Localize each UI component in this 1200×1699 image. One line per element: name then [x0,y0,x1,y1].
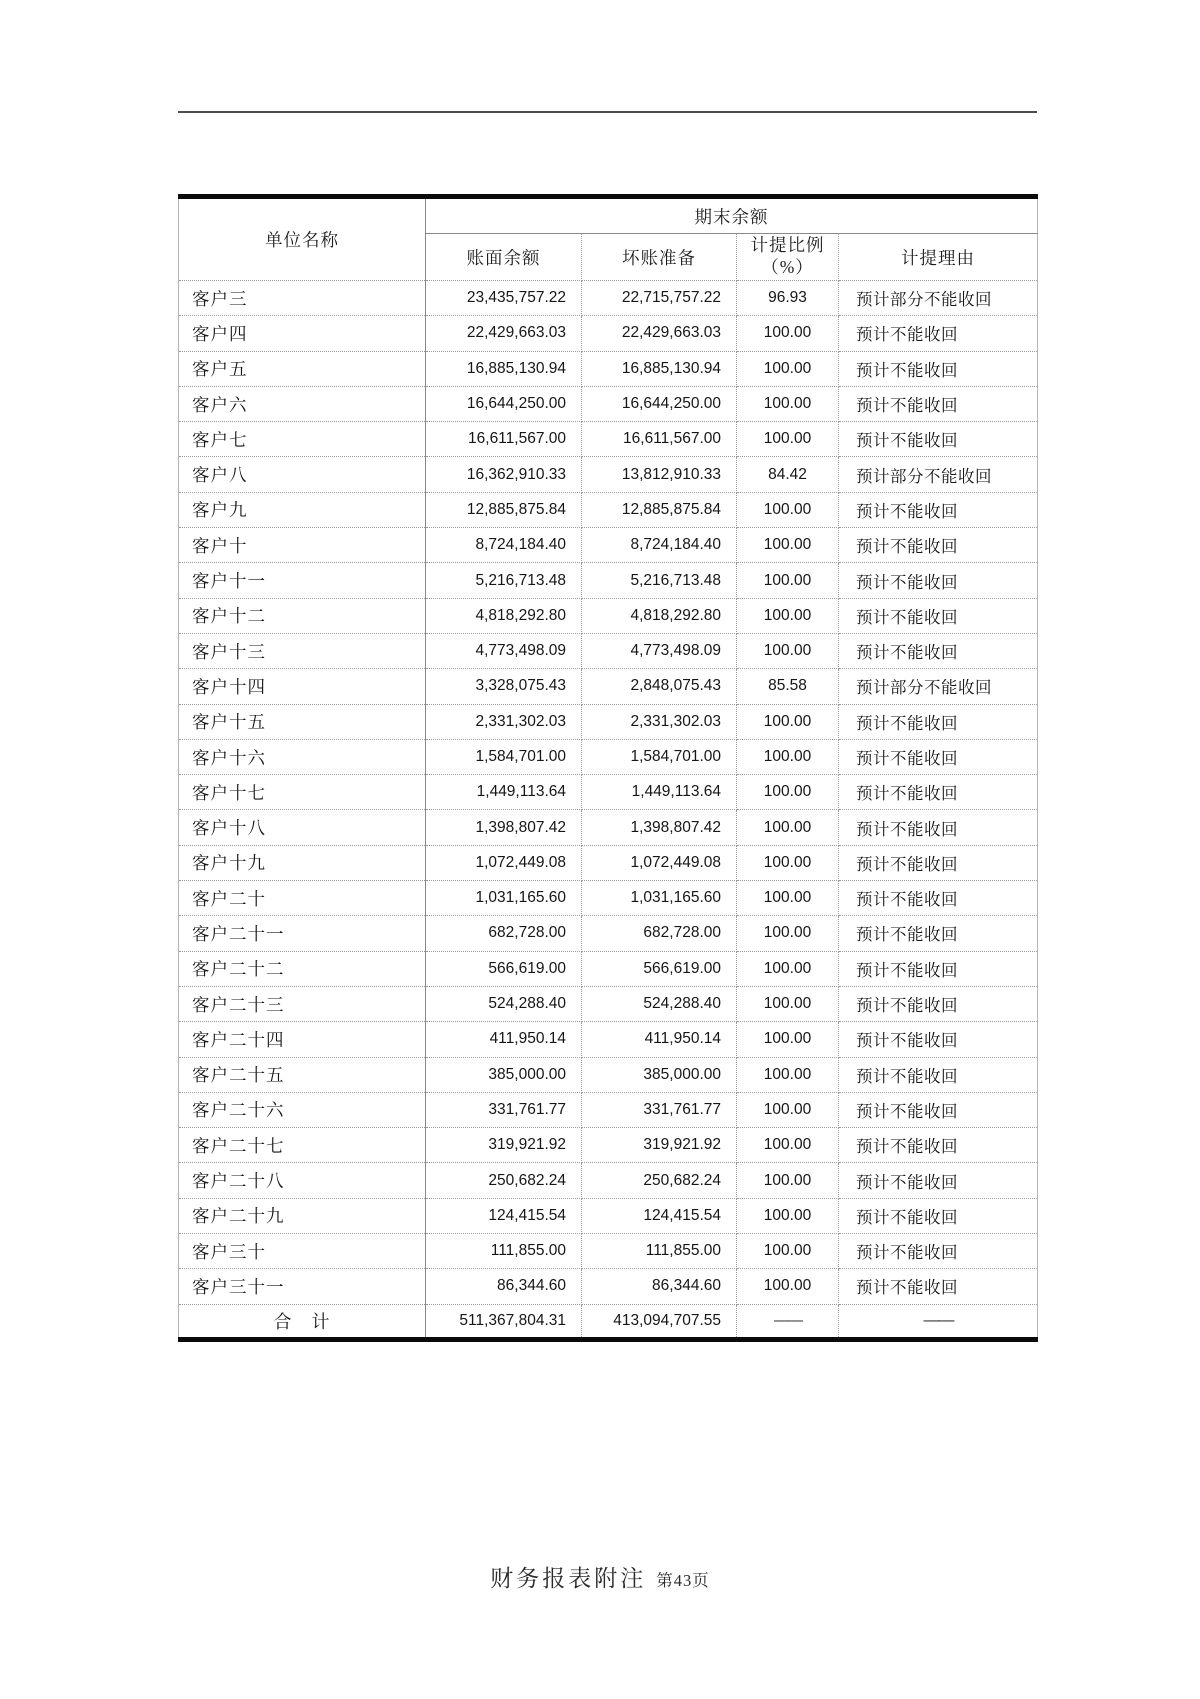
total-row [179,1304,1038,1339]
bad-debt-provision-cell: 319,921.92 [582,1128,737,1163]
unit-name-cell: 客户十一 [179,563,426,598]
table-row [179,1163,1038,1198]
footer-page-number: 第43页 [656,1571,710,1590]
unit-name-cell: 客户二十二 [179,951,426,986]
total-provision-ratio: —— [737,1304,839,1339]
page-footer [0,1560,1200,1593]
table-row [179,951,1038,986]
provision-ratio-cell: 100.00 [737,1163,839,1198]
table-row [179,1092,1038,1127]
provision-reason-cell: 预计不能收回 [839,422,1038,457]
bad-debt-provision-cell: 331,761.77 [582,1092,737,1127]
provision-ratio-cell: 100.00 [737,633,839,668]
total-bad-debt-provision: 413,094,707.55 [582,1304,737,1339]
bad-debt-provision-cell: 13,812,910.33 [582,457,737,492]
unit-name-cell: 客户二十八 [179,1163,426,1198]
provision-ratio-cell: 100.00 [737,1198,839,1233]
unit-name-cell: 客户七 [179,422,426,457]
provision-ratio-cell: 100.00 [737,951,839,986]
provision-reason-cell: 预计不能收回 [839,598,1038,633]
book-balance-cell: 385,000.00 [426,1057,582,1092]
unit-name-cell: 客户三 [179,281,426,316]
table-row [179,1198,1038,1233]
provision-ratio-cell: 100.00 [737,986,839,1021]
total-book-balance: 511,367,804.31 [426,1304,582,1339]
book-balance-cell: 86,344.60 [426,1269,582,1304]
unit-name-cell: 客户四 [179,316,426,351]
bad-debt-provision-cell: 682,728.00 [582,916,737,951]
unit-name-cell: 客户三十 [179,1234,426,1269]
table-row [179,704,1038,739]
provision-reason-cell: 预计部分不能收回 [839,457,1038,492]
book-balance-cell: 12,885,875.84 [426,492,582,527]
unit-name-cell: 客户十五 [179,704,426,739]
provision-ratio-cell: 100.00 [737,1128,839,1163]
provision-ratio-cell: 96.93 [737,281,839,316]
provision-reason-cell: 预计不能收回 [839,810,1038,845]
column-header-period-end-balance: 期末余额 [426,197,1038,234]
table-row [179,1128,1038,1163]
provision-ratio-cell: 100.00 [737,739,839,774]
table-row [179,986,1038,1021]
provision-ratio-cell: 100.00 [737,1269,839,1304]
provision-ratio-cell: 100.00 [737,598,839,633]
provision-reason-cell: 预计不能收回 [839,1269,1038,1304]
bad-debt-provision-cell: 524,288.40 [582,986,737,1021]
table-row [179,316,1038,351]
book-balance-cell: 16,362,910.33 [426,457,582,492]
bad-debt-provision-cell: 16,644,250.00 [582,386,737,421]
provision-ratio-cell: 100.00 [737,422,839,457]
column-header-unit-name: 单位名称 [179,197,426,281]
provision-reason-cell: 预计不能收回 [839,739,1038,774]
book-balance-cell: 319,921.92 [426,1128,582,1163]
provision-ratio-cell: 100.00 [737,316,839,351]
provision-reason-cell: 预计不能收回 [839,563,1038,598]
book-balance-cell: 1,449,113.64 [426,775,582,810]
provision-reason-cell: 预计部分不能收回 [839,669,1038,704]
unit-name-cell: 客户十九 [179,845,426,880]
book-balance-cell: 331,761.77 [426,1092,582,1127]
table-row [179,633,1038,668]
provision-ratio-cell: 84.42 [737,457,839,492]
unit-name-cell: 客户二十三 [179,986,426,1021]
book-balance-cell: 22,429,663.03 [426,316,582,351]
book-balance-cell: 566,619.00 [426,951,582,986]
bad-debt-provision-cell: 411,950.14 [582,1022,737,1057]
bad-debt-provision-cell: 1,398,807.42 [582,810,737,845]
book-balance-cell: 1,072,449.08 [426,845,582,880]
provision-reason-cell: 预计不能收回 [839,1163,1038,1198]
unit-name-cell: 客户九 [179,492,426,527]
provision-reason-cell: 预计不能收回 [839,704,1038,739]
table-row [179,845,1038,880]
table-row [179,669,1038,704]
bad-debt-provision-cell: 16,885,130.94 [582,351,737,386]
provision-reason-cell: 预计不能收回 [839,881,1038,916]
column-header-book-balance: 账面余额 [426,234,582,281]
book-balance-cell: 16,611,567.00 [426,422,582,457]
provision-ratio-label-line2: （%） [761,257,814,277]
bad-debt-provision-cell: 250,682.24 [582,1163,737,1198]
column-header-bad-debt-provision: 坏账准备 [582,234,737,281]
provision-reason-cell: 预计不能收回 [839,1057,1038,1092]
table-row [179,386,1038,421]
provision-ratio-label-line1: 计提比例 [750,235,825,256]
unit-name-cell: 客户十四 [179,669,426,704]
book-balance-cell: 524,288.40 [426,986,582,1021]
header-rule [178,111,1037,113]
bad-debt-provision-cell: 2,331,302.03 [582,704,737,739]
table-row [179,492,1038,527]
provision-reason-cell: 预计不能收回 [839,1198,1038,1233]
unit-name-cell: 客户十二 [179,598,426,633]
bad-debt-provision-cell: 16,611,567.00 [582,422,737,457]
provision-ratio-cell: 85.58 [737,669,839,704]
unit-name-cell: 客户十七 [179,775,426,810]
table-row [179,528,1038,563]
table-row [179,1234,1038,1269]
provision-ratio-cell: 100.00 [737,704,839,739]
bad-debt-provision-cell: 2,848,075.43 [582,669,737,704]
book-balance-cell: 1,031,165.60 [426,881,582,916]
book-balance-cell: 2,331,302.03 [426,704,582,739]
unit-name-cell: 客户二十六 [179,1092,426,1127]
provision-reason-cell: 预计不能收回 [839,528,1038,563]
provision-ratio-cell: 100.00 [737,1022,839,1057]
bad-debt-provision-cell: 5,216,713.48 [582,563,737,598]
unit-name-cell: 客户十 [179,528,426,563]
bad-debt-provision-cell: 1,584,701.00 [582,739,737,774]
table-row [179,810,1038,845]
provision-ratio-cell: 100.00 [737,1057,839,1092]
footer-title: 财务报表附注 [490,1566,647,1591]
unit-name-cell: 客户二十四 [179,1022,426,1057]
table-row [179,281,1038,316]
bad-debt-provision-cell: 566,619.00 [582,951,737,986]
table-row [179,775,1038,810]
unit-name-cell: 客户二十一 [179,916,426,951]
provision-ratio-cell: 100.00 [737,1092,839,1127]
total-label: 合 计 [179,1304,426,1339]
unit-name-cell: 客户五 [179,351,426,386]
table-row [179,739,1038,774]
provision-reason-cell: 预计不能收回 [839,1092,1038,1127]
column-header-provision-reason: 计提理由 [839,234,1038,281]
book-balance-cell: 1,398,807.42 [426,810,582,845]
table-row [179,1269,1038,1304]
bad-debt-provision-cell: 385,000.00 [582,1057,737,1092]
table-row [179,563,1038,598]
provision-reason-cell: 预计部分不能收回 [839,281,1038,316]
bad-debt-provision-cell: 22,715,757.22 [582,281,737,316]
provision-ratio-cell: 100.00 [737,810,839,845]
book-balance-cell: 682,728.00 [426,916,582,951]
bad-debt-provision-cell: 1,072,449.08 [582,845,737,880]
provision-reason-cell: 预计不能收回 [839,1234,1038,1269]
provision-reason-cell: 预计不能收回 [839,951,1038,986]
table-row [179,1022,1038,1057]
bad-debt-provision-cell: 111,855.00 [582,1234,737,1269]
table-row [179,351,1038,386]
book-balance-cell: 16,644,250.00 [426,386,582,421]
book-balance-cell: 23,435,757.22 [426,281,582,316]
provision-ratio-cell: 100.00 [737,351,839,386]
provision-ratio-cell: 100.00 [737,386,839,421]
unit-name-cell: 客户二十五 [179,1057,426,1092]
provision-ratio-cell: 100.00 [737,492,839,527]
table-row [179,881,1038,916]
bad-debt-provision-cell: 1,449,113.64 [582,775,737,810]
bad-debt-provision-table [178,194,1038,1342]
header-row-1 [179,197,1038,234]
book-balance-cell: 16,885,130.94 [426,351,582,386]
provision-ratio-cell: 100.00 [737,775,839,810]
provision-reason-cell: 预计不能收回 [839,492,1038,527]
table-row [179,598,1038,633]
provision-ratio-cell: 100.00 [737,528,839,563]
book-balance-cell: 250,682.24 [426,1163,582,1198]
provision-reason-cell: 预计不能收回 [839,386,1038,421]
provision-ratio-cell: 100.00 [737,563,839,598]
book-balance-cell: 4,818,292.80 [426,598,582,633]
book-balance-cell: 124,415.54 [426,1198,582,1233]
book-balance-cell: 411,950.14 [426,1022,582,1057]
provision-reason-cell: 预计不能收回 [839,986,1038,1021]
book-balance-cell: 8,724,184.40 [426,528,582,563]
book-balance-cell: 4,773,498.09 [426,633,582,668]
bad-debt-provision-cell: 12,885,875.84 [582,492,737,527]
book-balance-cell: 1,584,701.00 [426,739,582,774]
bad-debt-provision-cell: 4,818,292.80 [582,598,737,633]
table-row [179,457,1038,492]
table-row [179,1057,1038,1092]
bad-debt-provision-cell: 22,429,663.03 [582,316,737,351]
column-header-provision-ratio [737,234,839,281]
book-balance-cell: 111,855.00 [426,1234,582,1269]
table-row [179,422,1038,457]
provision-reason-cell: 预计不能收回 [839,351,1038,386]
bad-debt-provision-cell: 8,724,184.40 [582,528,737,563]
provision-reason-cell: 预计不能收回 [839,775,1038,810]
unit-name-cell: 客户八 [179,457,426,492]
provision-reason-cell: 预计不能收回 [839,1022,1038,1057]
provision-reason-cell: 预计不能收回 [839,916,1038,951]
unit-name-cell: 客户十八 [179,810,426,845]
table-body [179,281,1038,1305]
provision-reason-cell: 预计不能收回 [839,1128,1038,1163]
unit-name-cell: 客户二十七 [179,1128,426,1163]
total-provision-reason: —— [923,1311,953,1330]
provision-reason-cell: 预计不能收回 [839,633,1038,668]
unit-name-cell: 客户二十 [179,881,426,916]
provision-ratio-cell: 100.00 [737,845,839,880]
provision-ratio-cell: 100.00 [737,916,839,951]
bad-debt-provision-cell: 124,415.54 [582,1198,737,1233]
unit-name-cell: 客户十三 [179,633,426,668]
unit-name-cell: 客户六 [179,386,426,421]
bad-debt-provision-cell: 1,031,165.60 [582,881,737,916]
provision-ratio-cell: 100.00 [737,1234,839,1269]
table-row [179,916,1038,951]
book-balance-cell: 5,216,713.48 [426,563,582,598]
book-balance-cell: 3,328,075.43 [426,669,582,704]
bad-debt-provision-cell: 4,773,498.09 [582,633,737,668]
bad-debt-provision-cell: 86,344.60 [582,1269,737,1304]
provision-reason-cell: 预计不能收回 [839,845,1038,880]
unit-name-cell: 客户十六 [179,739,426,774]
provision-ratio-cell: 100.00 [737,881,839,916]
provision-reason-cell: 预计不能收回 [839,316,1038,351]
unit-name-cell: 客户二十九 [179,1198,426,1233]
unit-name-cell: 客户三十一 [179,1269,426,1304]
